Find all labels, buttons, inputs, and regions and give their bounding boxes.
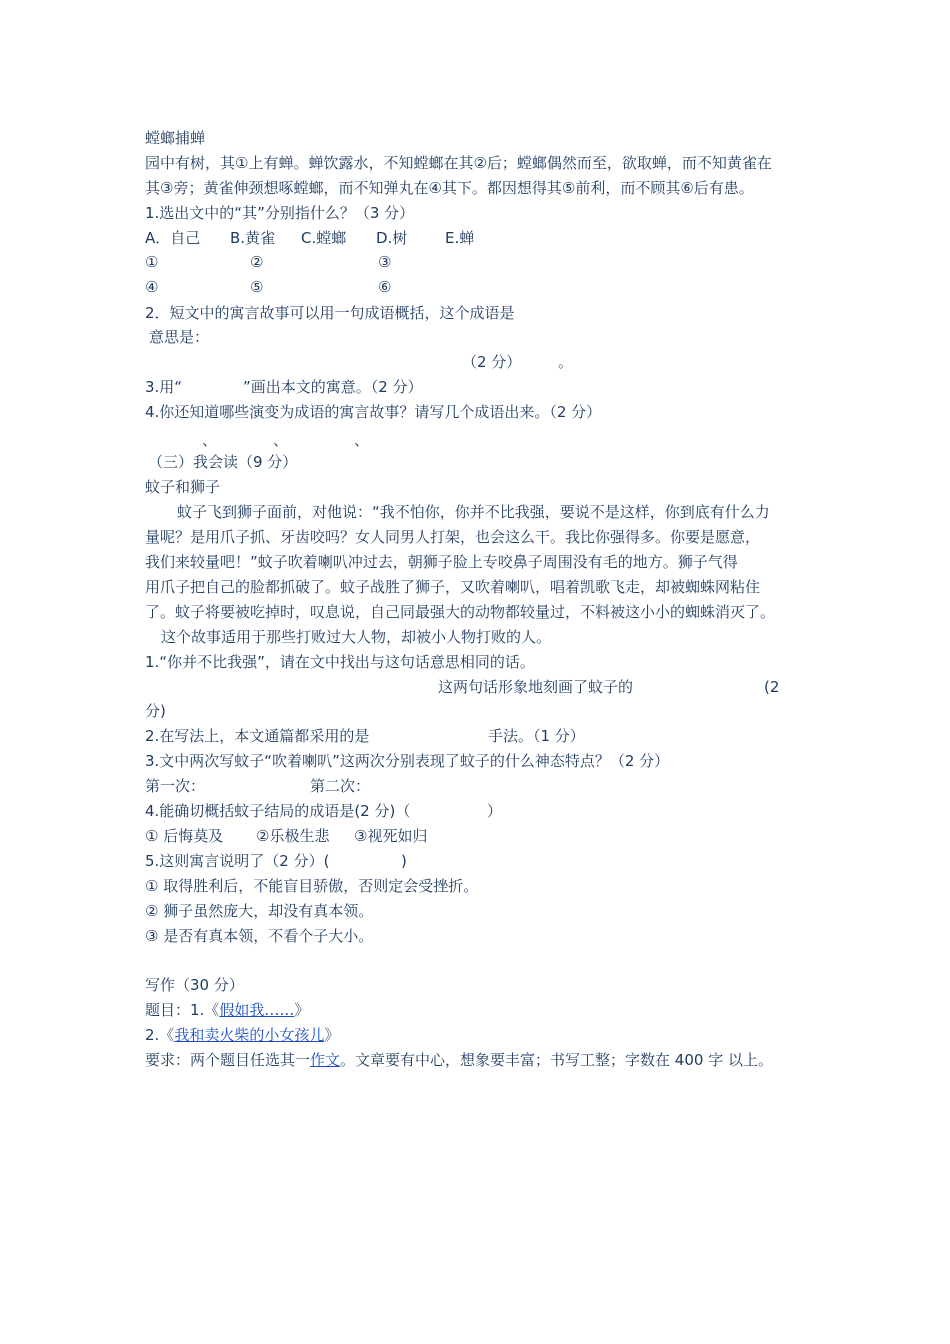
- option-d: D.树: [376, 229, 408, 247]
- writing-topic-2: [145, 1025, 339, 1045]
- question-1: 1.选出文中的“其”分别指什么？（3 分）: [145, 204, 415, 222]
- option-a: A．自己: [145, 229, 201, 247]
- question-2-meaning: 意思是：: [149, 328, 210, 346]
- requirements-start: 要求：两个题目任选其一: [145, 1051, 311, 1069]
- q5-option-1: ① 取得胜利后，不能盲目骄傲，否则定会受挫折。: [145, 877, 479, 895]
- answer-mark-5: ⑤: [250, 278, 264, 296]
- answer-mark-1: ①: [145, 253, 159, 271]
- writing-topic-1-prefix: 题目：1.《: [145, 1001, 220, 1019]
- writing-topic-1-suffix: 》: [294, 1001, 310, 1019]
- composition-link[interactable]: 作文: [310, 1051, 341, 1069]
- first-time-label: 第一次：: [145, 777, 206, 795]
- writing-heading: 写作（30 分）: [145, 976, 244, 994]
- passage-line-4: 用爪子把自己的脸都抓破了。蚊子战胜了狮子，又吹着喇叭，唱着凯歌飞走，却被蜘蛛网粘住: [145, 578, 761, 596]
- reading-question-4-close: ）: [487, 802, 503, 820]
- writing-topic-1-link[interactable]: 假如我……: [219, 1001, 295, 1019]
- option-c: C.螳螂: [301, 229, 347, 247]
- question-2-score: （2 分）: [462, 353, 522, 371]
- reading-question-5: 5.这则寓言说明了（2 分）(: [145, 852, 330, 870]
- q5-option-2: ② 狮子虽然庞大，却没有真本领。: [145, 902, 374, 920]
- answer-mark-2: ②: [250, 253, 264, 271]
- answer-mark-4: ④: [145, 278, 159, 296]
- story-line-2: 其③旁；黄雀伸颈想啄螳螂，而不知弹丸在④其下。都因想得其⑤前利，而不顾其⑥后有患。: [145, 179, 754, 197]
- reading-question-4: 4.能确切概括蚊子结局的成语是(2 分)（: [145, 802, 411, 820]
- q5-option-3: ③ 是否有真本领，不看个子大小。: [145, 927, 374, 945]
- q4-option-3: ③视死如归: [354, 827, 428, 845]
- passage-line-5: 了。蚊子将要被吃掉时，叹息说，自己同最强大的动物都较量过，不料被这小小的蜘蛛消灭了。: [145, 603, 776, 621]
- q4-option-2: ②乐极生悲: [256, 827, 330, 845]
- question-4: 4.你还知道哪些演变为成语的寓言故事？请写几个成语出来。（2 分）: [145, 403, 602, 421]
- writing-topic-2-suffix: 》: [324, 1026, 340, 1044]
- reading-question-2-end: 手法。（1 分）: [488, 727, 585, 745]
- reading-question-1: 1.“你并不比我强”，请在文中找出与这句话意思相同的话。: [145, 653, 535, 671]
- writing-topic-1: [145, 1000, 309, 1020]
- passage-line-2: 量呢？是用爪子抓、牙齿咬吗？女人同男人打架，也会这么干。我比你强得多。你要是愿意，: [145, 528, 761, 546]
- reading-question-5-close: ): [401, 852, 407, 870]
- requirements-end: 。文章要有中心，想象要丰富；书写工整；字数在 400 字 以上。: [340, 1051, 773, 1069]
- reading-question-2: 2.在写法上，本文通篇都采用的是: [145, 727, 370, 745]
- blank-separator-2: 、: [273, 431, 289, 449]
- question-2: 2．短文中的寓言故事可以用一句成语概括，这个成语是: [145, 304, 515, 322]
- passage-line-3: 我们来较量吧！”蚊子吹着喇叭冲过去，朝狮子脸上专咬鼻子周围没有毛的地方。狮子气得: [145, 553, 738, 571]
- reading-question-1-score: (2: [764, 678, 780, 696]
- answer-mark-6: ⑥: [378, 278, 392, 296]
- writing-topic-2-prefix: 2.《: [145, 1026, 175, 1044]
- q4-option-1: ① 后悔莫及: [145, 827, 224, 845]
- reading-question-3: 3.文中两次写蚊子“吹着喇叭”这两次分别表现了蚊子的什么神态特点？（2 分）: [145, 752, 670, 770]
- story-title-mantis: 螳螂捕蝉: [145, 129, 206, 147]
- question-2-end: 。: [558, 353, 574, 371]
- second-time-label: 第二次：: [310, 777, 371, 795]
- blank-separator-3: 、: [354, 431, 370, 449]
- passage-line-6: 这个故事适用于那些打败过大人物，却被小人物打败的人。: [161, 628, 552, 646]
- question-3-start: 3.用“: [145, 378, 183, 396]
- blank-separator-1: 、: [202, 431, 218, 449]
- answer-mark-3: ③: [378, 253, 392, 271]
- question-3-end: ”画出本文的寓意。（2 分）: [243, 378, 423, 396]
- story-title-mosquito: 蚊子和狮子: [145, 478, 221, 496]
- writing-requirements: [145, 1050, 773, 1070]
- reading-question-1-part-2: 这两句话形象地刻画了蚊子的: [438, 678, 634, 696]
- writing-topic-2-link[interactable]: 我和卖火柴的小女孩儿: [174, 1026, 325, 1044]
- story-line-1: 园中有树，其①上有蝉。蝉饮露水，不知螳螂在其②后；螳螂偶然而至，欲取蝉，而不知黄雀在: [145, 154, 772, 172]
- option-e: E.蝉: [445, 229, 475, 247]
- passage-line-1: 蚊子飞到狮子面前，对他说：“我不怕你，你并不比我强，要说不是这样，你到底有什么力: [177, 503, 770, 521]
- reading-question-1-score-unit: 分): [145, 702, 166, 720]
- section-heading-reading: （三）我会读（9 分）: [148, 453, 298, 471]
- option-b: B.黄雀: [230, 229, 276, 247]
